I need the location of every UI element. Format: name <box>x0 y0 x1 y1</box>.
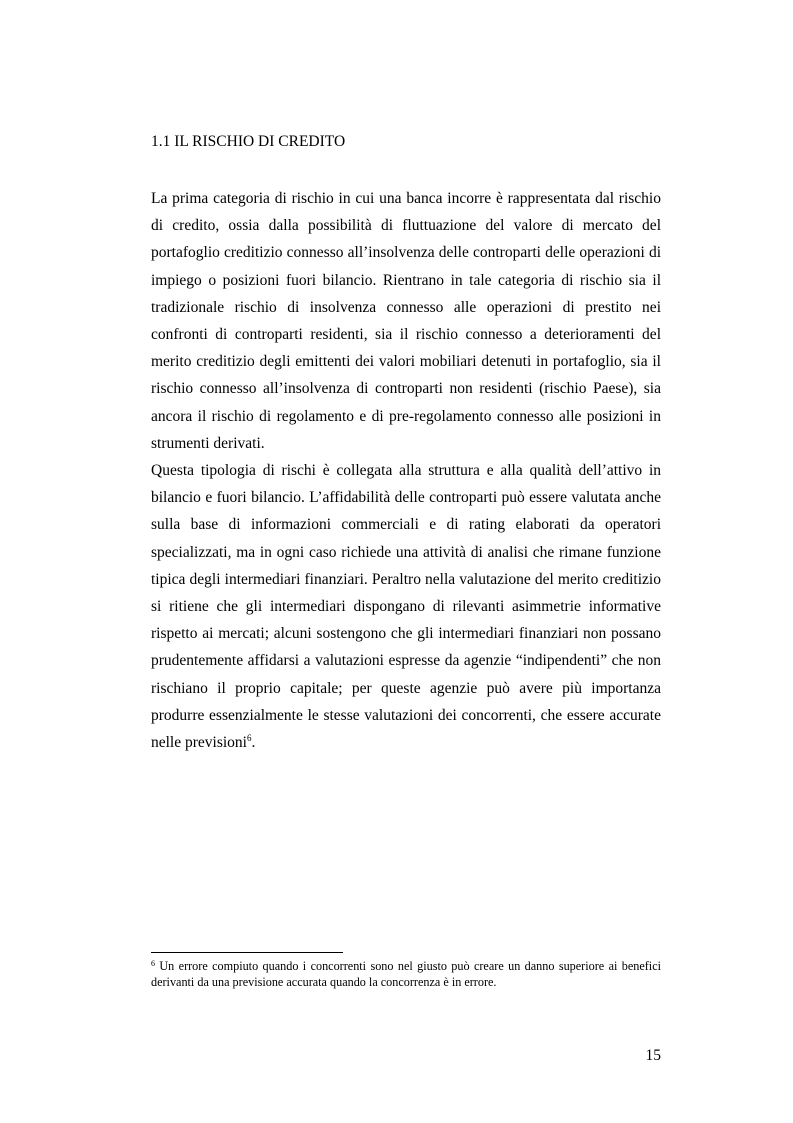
paragraph-2 <box>151 457 661 756</box>
footnote-marker: 6 <box>151 959 155 968</box>
body-text <box>151 185 661 756</box>
paragraph-1: La prima categoria di rischio in cui una banca incorre è rappresentata dal rischio di credito, ossia dalla possibilità di fluttuazione del valore di mercato del portafoglio creditizio connesso all’insolvenza delle controparti delle operazioni di impiego o posizioni fuori bilancio. Rientrano in tale categoria di rischio sia il tradizionale rischio di insolvenza connesso alle operazioni di prestito nei confronti di controparti residenti, sia il rischio connesso a deterioramenti del merito creditizio degli emittenti dei valori mobiliari detenuti in portafoglio, sia il rischio connesso all’insolvenza di controparti non residenti (rischio Paese), sia ancora il rischio di regolamento e di pre-regolamento connesso alle posizioni in strumenti derivati. <box>151 190 661 452</box>
section-heading: 1.1 IL RISCHIO DI CREDITO <box>151 133 346 150</box>
paragraph-2-text: Questa tipologia di rischi è collegata alla struttura e alla qualità dell’attivo in bilancio e fuori bilancio. L’affidabilità delle controparti può essere valutata anche sulla base di informazioni commerciali e di rating elaborati da operatori specializzati, ma in ogni caso richiede una attività di analisi che rimane funzione tipica degli intermediari finanziari. Peraltro nella valutazione del merito creditizio si ritiene che gli intermediari dispongano di rilevanti asimmetrie informative rispetto ai mercati; alcuni sostengono che gli intermediari finanziari non possano prudentemente affidarsi a valutazioni espresse da agenzie “indipendenti” che non rischiano il proprio capitale; per queste agenzie può avere più importanza produrre essenzialmente le stesse valutazioni dei concorrenti, che essere accurate nelle previsioni <box>151 462 661 752</box>
footnote <box>151 958 661 990</box>
page-number: 15 <box>645 1047 661 1064</box>
footnote-text: Un errore compiuto quando i concorrenti sono nel giusto può creare un danno superiore ai benefici derivanti da una previsione accurata quando la concorrenza è in errore. <box>151 959 661 989</box>
paragraph-2-end: . <box>251 734 256 752</box>
footnote-separator <box>151 952 343 953</box>
footnote-reference[interactable]: 6 <box>247 733 252 744</box>
